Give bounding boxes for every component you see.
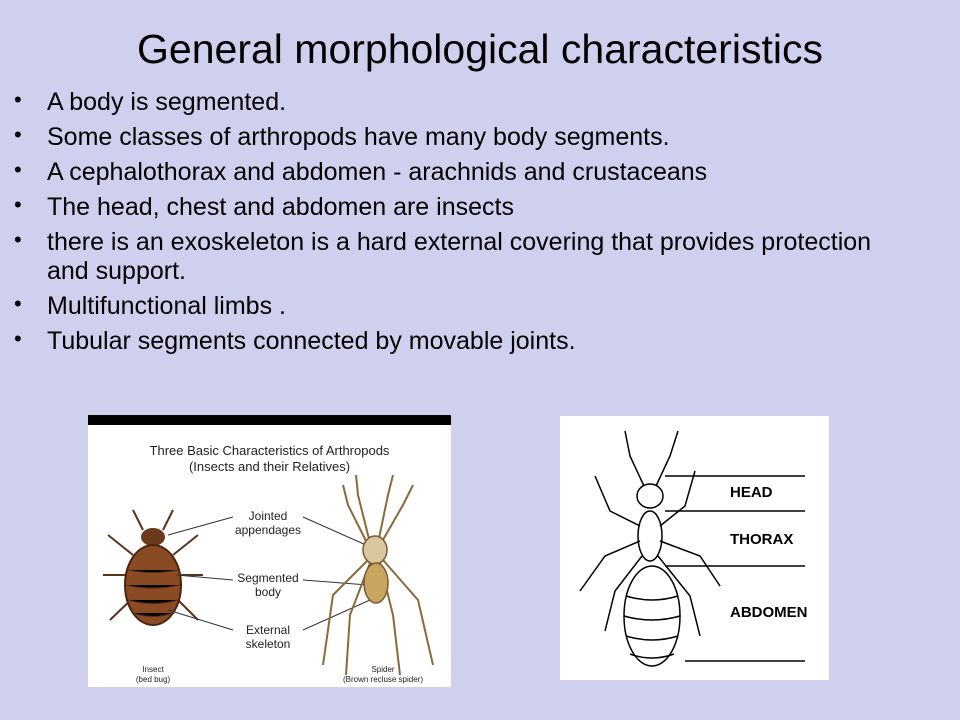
insect-segments-figure [560,416,829,680]
label-abdomen: ABDOMEN [730,604,808,621]
label-thorax: THORAX [730,531,794,548]
label-jointed-appendages: Jointed appendages [234,509,302,537]
arthropod-characteristics-figure [88,415,451,687]
bullet-item: • Tubular segments connected by movable joints. [14,327,914,356]
label-external-skeleton: External skeleton [245,623,291,651]
caption-spider: Spider (Brown recluse spider) [342,665,424,684]
bullet-item: • Some classes of arthropods have many body segments. [14,123,914,152]
bullet-item: • The head, chest and abdomen are insects [14,193,914,222]
bullet-item: • Multifunctional limbs . [14,292,914,321]
bullet-item: • A cephalothorax and abdomen - arachnids and crustaceans [14,158,914,187]
insect-diagram [560,416,829,680]
bullet-item: • there is an exoskeleton is a hard external covering that provides protection and support. [14,228,914,286]
slide-title: General morphological characteristics [137,26,823,72]
bullet-item: • A body is segmented. [14,88,914,117]
label-head: HEAD [730,484,773,501]
label-segmented-body: Segmented body [237,571,299,599]
bullet-list [14,88,914,362]
caption-insect: Insect (bed bug) [135,665,171,684]
figure-title: Three Basic Characteristics of Arthropods (Insects and their Relatives) [149,443,390,474]
bed-bug-head [141,528,165,546]
